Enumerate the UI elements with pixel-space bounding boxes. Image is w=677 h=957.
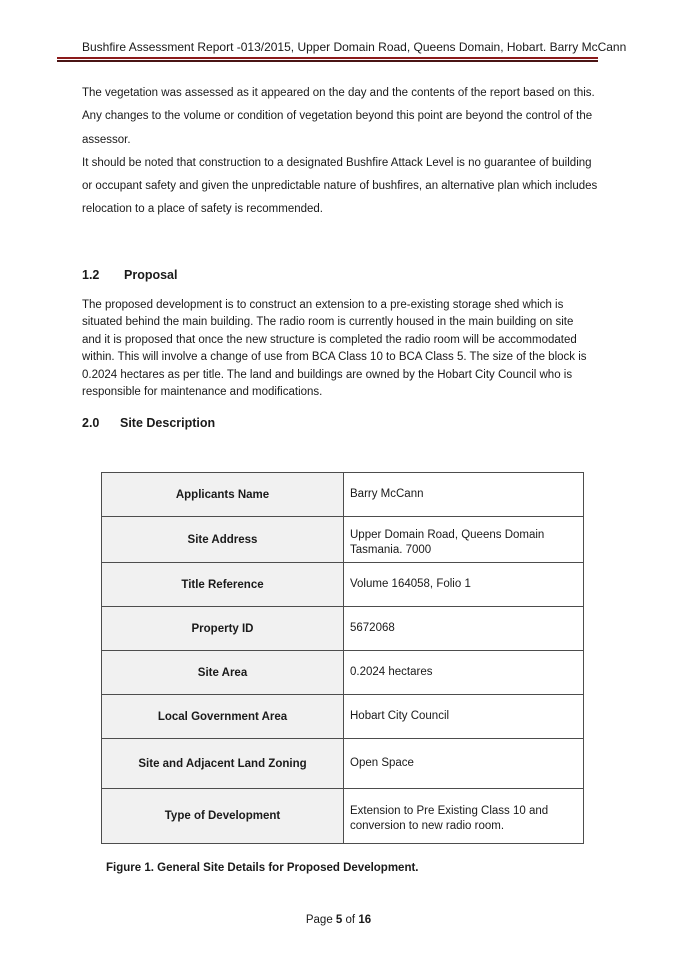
of-word: of (345, 914, 356, 926)
row-value: Extension to Pre Existing Class 10 and conversion to new radio room. (344, 789, 584, 844)
row-value: Open Space (344, 739, 584, 789)
row-label: Type of Development (102, 789, 344, 844)
table-row (102, 563, 584, 607)
header-rule-shadow (57, 60, 598, 62)
row-label: Site and Adjacent Land Zoning (102, 739, 344, 789)
intro-text (82, 82, 602, 222)
row-label: Title Reference (102, 563, 344, 607)
site-section-title: Site Description (120, 416, 216, 430)
site-details-table (101, 472, 584, 844)
row-label: Property ID (102, 607, 344, 651)
site-description-heading (82, 416, 215, 430)
proposal-heading (82, 268, 178, 282)
site-section-number: 2.0 (82, 416, 100, 430)
table-row (102, 517, 584, 563)
page-number (0, 914, 677, 926)
table-row (102, 607, 584, 651)
table-row (102, 473, 584, 517)
row-label: Site Area (102, 651, 344, 695)
intro-paragraph-2: It should be noted that construction to a designated Bushfire Attack Level is no guarantee of building or occupant safety and given the unpredictable nature of bushfires, an alternative plan which includes relocation to a place of safety is recommended. (82, 156, 598, 216)
table-row (102, 739, 584, 789)
header-rule (57, 57, 598, 59)
row-value: Upper Domain Road, Queens Domain Tasmania. 7000 (344, 517, 584, 563)
row-label: Applicants Name (102, 473, 344, 517)
row-value: Volume 164058, Folio 1 (344, 563, 584, 607)
table-row (102, 789, 584, 844)
figure-caption: Figure 1. General Site Details for Proposed Development. (106, 862, 419, 874)
proposal-body: The proposed development is to construct an extension to a pre-existing storage shed which is situated behind the main building. The radio room is currently housed in the main building on site and it is proposed that once the new structure is completed the radio room will be accommodated within. This will involve a change of use from BCA Class 10 to BCA Class 5. The size of the block is 0.2024 hectares as per title. The land and buildings are owned by the Hobart City Council who is responsible for maintenance and modifications. (82, 299, 587, 399)
intro-paragraph-1: The vegetation was assessed as it appeared on the day and the contents of the report based on this. Any changes to the volume or condition of vegetation beyond this point are beyond the control of the assessor. (82, 87, 595, 146)
proposal-section-number: 1.2 (82, 268, 100, 282)
proposal-section-title: Proposal (124, 268, 178, 282)
table-row (102, 651, 584, 695)
table-row (102, 695, 584, 739)
row-label: Local Government Area (102, 695, 344, 739)
row-label: Site Address (102, 517, 344, 563)
page-header: Bushfire Assessment Report -013/2015, Upper Domain Road, Queens Domain, Hobart. Barry McCann (82, 40, 627, 54)
row-value: 0.2024 hectares (344, 651, 584, 695)
page-word: Page (305, 914, 333, 926)
row-value: 5672068 (344, 607, 584, 651)
total-pages: 16 (358, 914, 372, 926)
current-page: 5 (335, 914, 343, 926)
row-value: Hobart City Council (344, 695, 584, 739)
row-value: Barry McCann (344, 473, 584, 517)
